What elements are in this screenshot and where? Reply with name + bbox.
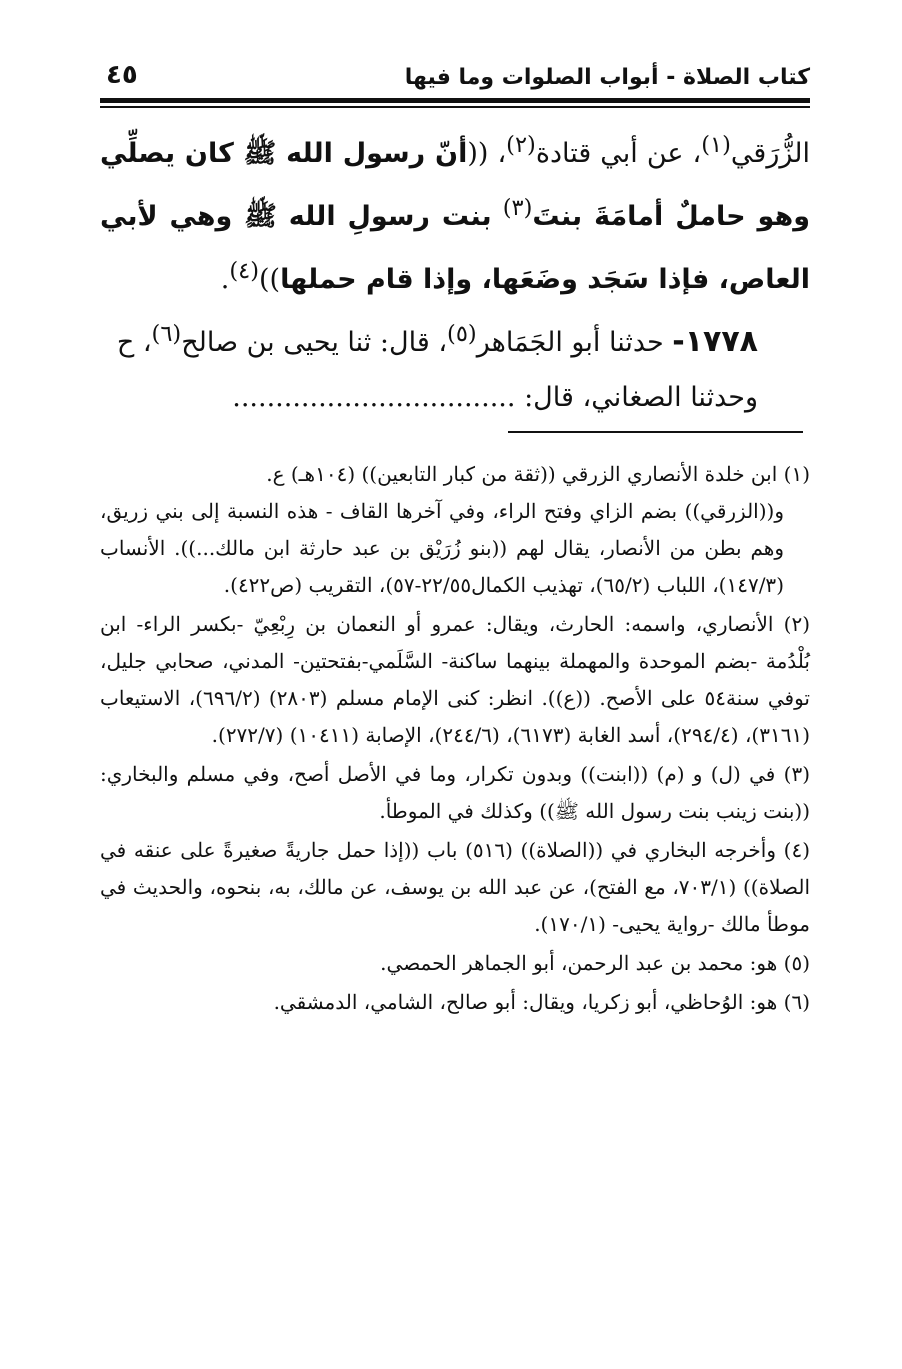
footnote-ref-4: (٤) (229, 258, 259, 284)
footnote-1 (100, 456, 810, 604)
footnote-4 (100, 832, 810, 943)
text-run: حدثنا أبو الجَمَاهر (476, 327, 673, 358)
text-run: ، (( (467, 138, 507, 169)
text-run: ، قال: ثنا يحيى بن صالح (181, 327, 448, 358)
footnote-text: (١) ابن خلدة الأنصاري الزرقي ((ثقة من كبار التابعين)) (١٠٤هـ) ع. (266, 462, 810, 486)
paragraph-hadith-text (100, 118, 810, 307)
text-run: الزُّرَقي (730, 138, 810, 169)
text-run: ، عن أبي قتادة (535, 138, 702, 169)
main-text (100, 118, 810, 425)
footnote-ref-5: (٥) (447, 321, 477, 347)
header-rule-thin (100, 106, 810, 108)
page-number: ٤٥ (106, 60, 138, 90)
footnote-ref-2: (٢) (506, 132, 536, 158)
footnote-6 (100, 984, 810, 1021)
footnote-text: (٥) هو: محمد بن عبد الرحمن، أبو الجماهر الحمصي. (380, 951, 810, 975)
page-header (100, 58, 810, 96)
footnote-text: (٢) الأنصاري، واسمه: الحارث، ويقال: عمرو أو النعمان بن رِبْعِيّ -بكسر الراء- ابن بُلْدُمة -بضم الموحدة والمهملة بينهما ساكنة- السَّلَمي-بفتحتين- المدني، صحابي جليل، توفي سنة٥٤ على الأصح. ((ع)). انظر: كنى الإمام مسلم (٢٨٠٣) (٦٩٦/٢)، الاستيعاب (٣١٦١)، (٢٩٤/٤)، أسد الغابة (٦١٧٣)، (٢٤٤/٦)، الإصابة (١٠٤١١) (٢٧٢/٧). (100, 612, 810, 747)
footnote-separator (508, 431, 803, 433)
footnote-3 (100, 756, 810, 830)
text-run: . (220, 264, 230, 295)
hadith-matn: أنّ رسول الله ﷺ كان يصلِّي وهو حاملٌ أمامَةَ بنتَ (100, 138, 810, 232)
header-rule-thick (100, 98, 810, 103)
footnote-text: (٣) في (ل) و (م) ((ابنت)) وبدون تكرار، وما في الأصل أصح، وفي مسلم والبخاري: ((بنت زينب بنت رسول الله ﷺ)) وكذلك في الموطأ. (100, 762, 810, 823)
text-run: ، ح (116, 327, 152, 358)
text-run: )) (259, 264, 281, 295)
footnotes (100, 456, 810, 1023)
paragraph-hadith-1778 (100, 307, 810, 425)
footnote-5 (100, 945, 810, 982)
footnote-2 (100, 606, 810, 754)
footnote-text: (٦) هو: الوُحاظي، أبو زكريا، ويقال: أبو صالح، الشامي، الدمشقي. (273, 990, 810, 1014)
footnote-ref-6: (٦) (151, 321, 182, 347)
footnote-ref-3: (٣) (502, 195, 533, 221)
footnote-ref-1: (١) (701, 132, 731, 158)
running-title: كتاب الصلاة - أبواب الصلوات وما فيها (404, 64, 810, 90)
hadith-number: ١٧٧٨- (672, 324, 758, 359)
text-run: وحدثنا الصغاني، قال: (515, 382, 758, 413)
omission-dots: ................................. (232, 382, 516, 413)
footnote-text: (٤) وأخرجه البخاري في ((الصلاة)) (٥١٦) باب ((إذا حمل جاريةً صغيرةً على عنقه في الصلاة)) (٧٠٣/١، مع الفتح)، عن عبد الله بن يوسف، عن مالك، به، بنحوه، والحديث في موطأ مالك -رواية يحيى- (١٧٠/١). (100, 838, 811, 936)
footnote-text: و((الزرقي)) بضم الزاي وفتح الراء، وفي آخرها القاف - هذه النسبة إلى بني زريق، وهم بطن من الأنصار، يقال لهم ((بنو زُرَيْق بن عبد حارثة ابن مالك...)). الأنساب (١٤٧/٣)، اللباب (٦٥/٢)، تهذيب الكمال٢٢/٥٥-٥٧)، التقريب (ص٤٢٢). (100, 499, 784, 597)
hadith-matn: بنت رسولِ الله ﷺ وهي لأبي العاص، فإذا سَجَد وضَعَها، وإذا قام حملها (100, 201, 810, 295)
